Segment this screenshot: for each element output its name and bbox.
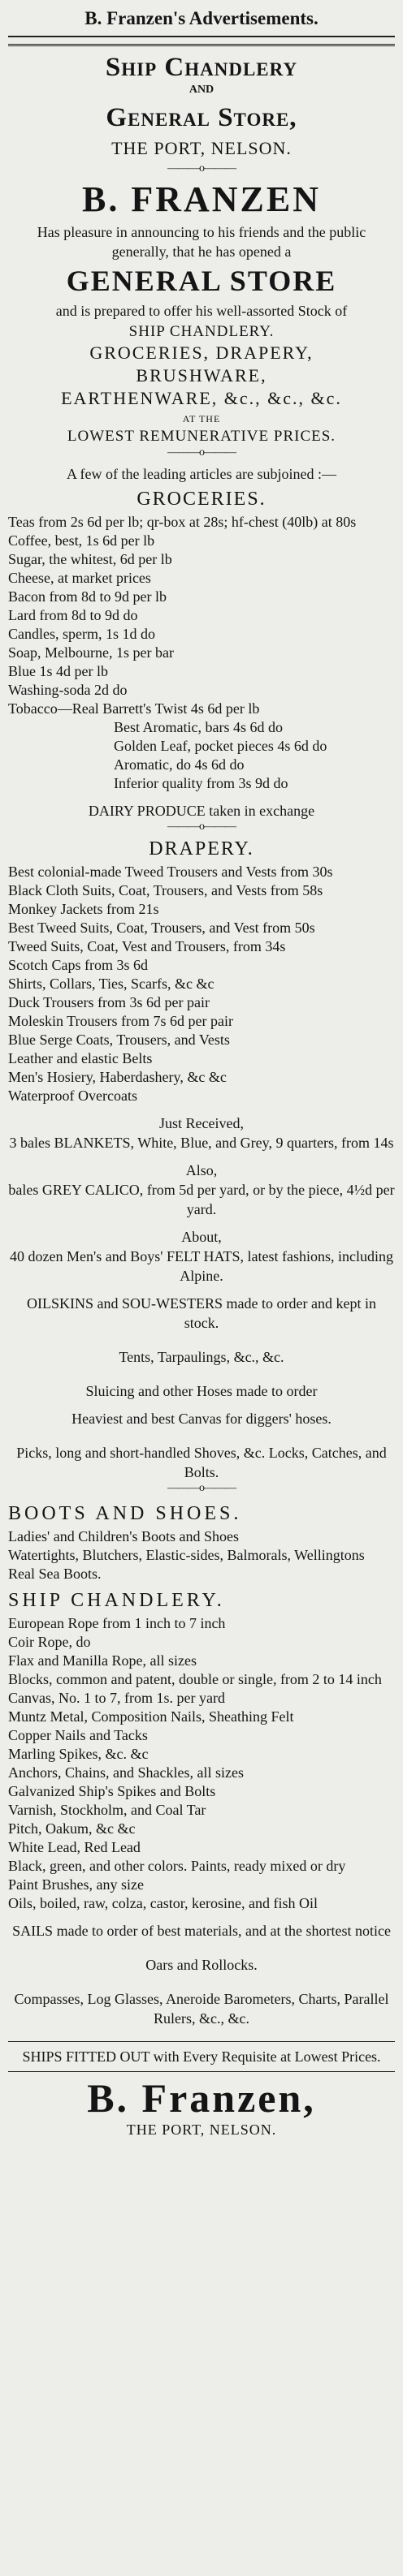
- list-item: Monkey Jackets from 21s: [8, 901, 159, 918]
- list-item: Canvas, No. 1 to 7, from 1s. per yard: [8, 1690, 225, 1707]
- list-item: Lard from 8d to 9d do: [8, 607, 138, 624]
- ornament-separator: ———o———: [167, 1482, 236, 1495]
- canvas-hoses-notice: Heaviest and best Canvas for diggers' hoses.: [72, 1411, 332, 1428]
- general-store-heading: GENERAL STORE: [66, 264, 337, 297]
- divider: [8, 2071, 395, 2072]
- list-item: Black Cloth Suits, Coat, Trousers, and Vests from 58s: [8, 882, 323, 899]
- groceries-heading: GROCERIES.: [136, 489, 266, 510]
- title-place: THE PORT, NELSON.: [111, 137, 292, 158]
- title-general-store: General Store,: [106, 103, 297, 133]
- intro-text: A few of the leading articles are subjoined :—: [67, 466, 336, 483]
- list-item: Blocks, common and patent, double or single, from 2 to 14 inch: [8, 1671, 382, 1688]
- list-subitem: Aromatic, do 4s 6d do: [114, 756, 245, 773]
- drapery-heading: DRAPERY.: [149, 838, 254, 860]
- boots-shoes-heading: BOOTS AND SHOES.: [8, 1503, 242, 1525]
- list-item: Best Tweed Suits, Coat, Trousers, and Vest from 50s: [8, 920, 315, 937]
- tents-notice: Tents, Tarpaulings, &c., &c.: [119, 1349, 284, 1366]
- oilskins-notice: OILSKINS and SOU-WESTERS made to order and kept in stock.: [27, 1295, 376, 1332]
- drapery-list: [8, 863, 395, 1105]
- list-item: Pitch, Oakum, &c &c: [8, 1820, 136, 1837]
- list-item: Leather and elastic Belts: [8, 1050, 153, 1067]
- title-ship-chandlery: Ship Chandlery: [105, 53, 298, 82]
- list-item: Coir Rope, do: [8, 1634, 91, 1651]
- list-item: White Lead, Red Lead: [8, 1839, 141, 1856]
- ship-chandlery-heading: SHIP CHANDLERY.: [8, 1590, 225, 1612]
- announcement-text: Has pleasure in announcing to his friends and the public generally, that he has opened a: [37, 223, 366, 260]
- list-item: Blue 1s 4d per lb: [8, 663, 108, 680]
- groceries-list: [8, 513, 395, 793]
- list-item: Paint Brushes, any size: [8, 1876, 144, 1893]
- blankets-notice: 3 bales BLANKETS, White, Blue, and Grey, 9 quarters, from 14s: [9, 1135, 394, 1152]
- at-the-label: AT THE: [182, 413, 221, 425]
- ship-list: [8, 1614, 395, 1913]
- list-item: Cheese, at market prices: [8, 570, 151, 587]
- just-received: Just Received,: [159, 1115, 244, 1132]
- title-and: AND: [188, 84, 214, 97]
- list-item: Washing-soda 2d do: [8, 682, 128, 699]
- list-item: Flax and Manilla Rope, all sizes: [8, 1652, 197, 1669]
- lowest-prices-line: LOWEST REMUNERATIVE PRICES.: [67, 428, 336, 446]
- footer-place: THE PORT, NELSON.: [126, 2121, 277, 2138]
- about-label: About,: [181, 1229, 222, 1246]
- list-item: Best colonial-made Tweed Trousers and Vests from 30s: [8, 864, 333, 881]
- list-item: Galvanized Ship's Spikes and Bolts: [8, 1783, 216, 1800]
- ships-fitted-notice: SHIPS FITTED OUT with Every Requisite at Lowest Prices.: [22, 2048, 381, 2066]
- list-item: Varnish, Stockholm, and Coal Tar: [8, 1802, 206, 1819]
- ornament-separator: ———o———: [167, 446, 236, 459]
- list-item: Duck Trousers from 3s 6d per pair: [8, 994, 210, 1011]
- divider: [8, 44, 395, 46]
- list-item: European Rope from 1 inch to 7 inch: [8, 1615, 226, 1632]
- list-item: Ladies' and Children's Boots and Shoes: [8, 1528, 239, 1545]
- list-subitem: Inferior quality from 3s 9d do: [114, 775, 288, 792]
- list-item: Coffee, best, 1s 6d per lb: [8, 532, 155, 549]
- list-item: Scotch Caps from 3s 6d: [8, 957, 148, 974]
- list-item: Sugar, the whitest, 6d per lb: [8, 551, 172, 568]
- page-header: B. Franzen's Advertisements.: [8, 5, 395, 37]
- also-label: Also,: [185, 1162, 218, 1179]
- list-item: Moleskin Trousers from 7s 6d per pair: [8, 1013, 233, 1030]
- categories-line-2: BRUSHWARE,: [136, 365, 267, 386]
- ship-chandlery-line: SHIP CHANDLERY.: [128, 323, 275, 341]
- categories-line-1: GROCERIES, DRAPERY,: [89, 342, 314, 364]
- list-item: Marling Spikes, &c. &c: [8, 1746, 149, 1763]
- list-item: Soap, Melbourne, 1s per bar: [8, 644, 174, 661]
- dairy-produce-line: [8, 801, 395, 821]
- oars-notice: Oars and Rollocks.: [145, 1957, 258, 1974]
- list-item: Tweed Suits, Coat, Vest and Trousers, from 34s: [8, 938, 286, 955]
- calico-notice: bales GREY CALICO, from 5d per yard, or by the piece, 4½d per yard.: [8, 1182, 395, 1218]
- sails-notice: SAILS made to order of best materials, and at the shortest notice: [12, 1923, 391, 1940]
- list-item: Shirts, Collars, Ties, Scarfs, &c &c: [8, 976, 214, 993]
- list-item: Oils, boiled, raw, colza, castor, kerosine, and fish Oil: [8, 1895, 318, 1912]
- list-item: Muntz Metal, Composition Nails, Sheathing Felt: [8, 1708, 294, 1725]
- list-item: Waterproof Overcoats: [8, 1088, 137, 1105]
- ornament-separator: ———o———: [167, 162, 236, 174]
- dairy-produce-rest: taken in exchange: [205, 803, 315, 820]
- proprietor-name: B. FRANZEN: [81, 179, 322, 219]
- compasses-notice: Compasses, Log Glasses, Aneroide Barometers, Charts, Parallel Rulers, &c., &c.: [14, 1991, 389, 2027]
- picks-notice: Picks, long and short-handled Shoves, &c. Locks, Catches, and Bolts.: [16, 1445, 387, 1481]
- list-item: Anchors, Chains, and Shackles, all sizes: [8, 1764, 244, 1781]
- list-item: Blue Serge Coats, Trousers, and Vests: [8, 1032, 230, 1049]
- list-item: Real Sea Boots.: [8, 1566, 102, 1583]
- categories-line-3: EARTHENWARE, &c., &c., &c.: [61, 388, 342, 409]
- stock-offer-text: and is prepared to offer his well-assorted Stock of: [55, 303, 348, 320]
- list-subitem: Best Aromatic, bars 4s 6d do: [114, 719, 283, 736]
- dairy-produce-lead: DAIRY PRODUCE: [88, 803, 206, 820]
- boots-list: [8, 1527, 395, 1583]
- felt-hats-notice: 40 dozen Men's and Boys' FELT HATS, latest fashions, including Alpine.: [10, 1248, 393, 1285]
- list-item: Black, green, and other colors. Paints, ready mixed or dry: [8, 1858, 346, 1875]
- list-subitem: Golden Leaf, pocket pieces 4s 6d do: [114, 738, 327, 755]
- list-item: Tobacco—Real Barrett's Twist 4s 6d per lb: [8, 700, 260, 717]
- sluicing-notice: Sluicing and other Hoses made to order: [85, 1383, 318, 1400]
- list-item: Candles, sperm, 1s 1d do: [8, 626, 155, 643]
- list-item: Men's Hosiery, Haberdashery, &c &c: [8, 1069, 227, 1086]
- footer-proprietor-name: B. Franzen,: [87, 2075, 316, 2122]
- ornament-separator: ———o———: [167, 821, 236, 834]
- divider: [8, 2041, 395, 2042]
- list-item: Copper Nails and Tacks: [8, 1727, 148, 1744]
- list-item: Teas from 2s 6d per lb; qr-box at 28s; hf-chest (40lb) at 80s: [8, 514, 357, 531]
- list-item: Watertights, Blutchers, Elastic-sides, Balmorals, Wellingtons: [8, 1547, 365, 1564]
- list-item: Bacon from 8d to 9d per lb: [8, 588, 167, 605]
- advertisement-page: [8, 0, 395, 2139]
